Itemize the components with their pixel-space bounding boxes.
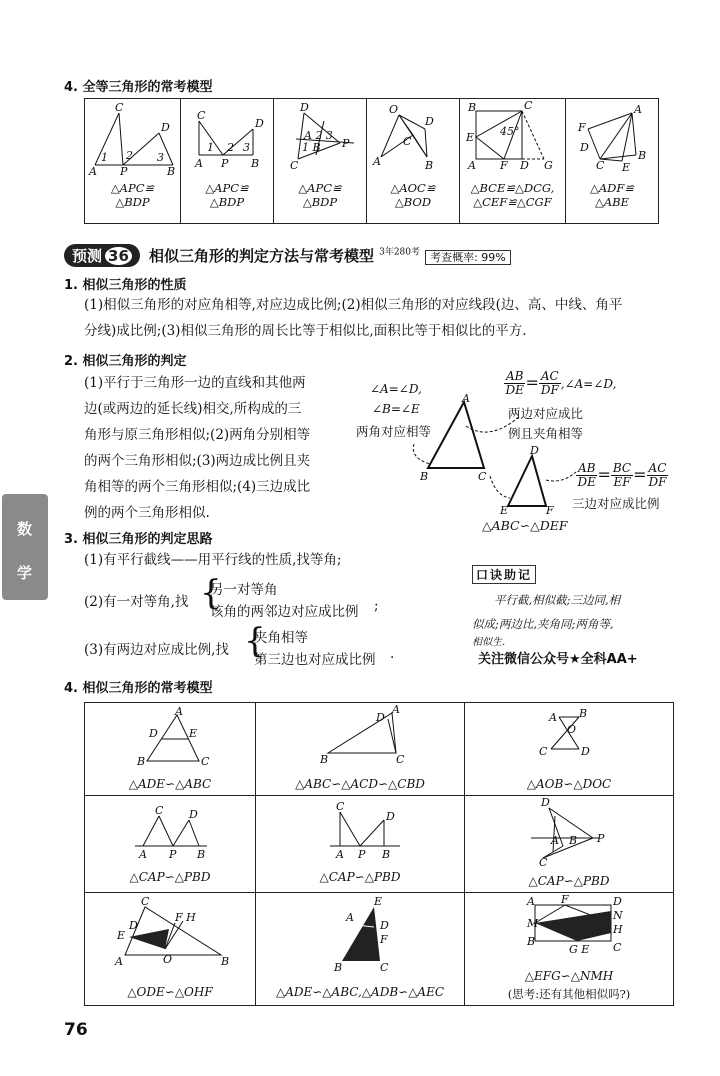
- svg-text:D: D: [580, 141, 589, 154]
- svg-text:A: A: [195, 157, 203, 170]
- svg-text:F: F: [561, 893, 569, 906]
- brace-icon: {: [200, 573, 222, 613]
- svg-text:D: D: [386, 810, 395, 823]
- svg-text:A: A: [634, 103, 642, 116]
- approach-line-2-b: 该角的两邻边对应成比例: [210, 604, 359, 620]
- congruent-cell-2: [181, 99, 274, 224]
- svg-text:P: P: [169, 848, 177, 861]
- svg-text:B: B: [638, 149, 647, 162]
- properties-line-1: (1)相似三角形的对应角相等,对应边成比例;(2)相似三角形的对应线段(边、高、中线、角平: [84, 297, 623, 313]
- congruent-caption-3b: △BDP: [302, 195, 338, 209]
- svg-text:D: D: [530, 444, 539, 457]
- svg-text:45°: 45°: [500, 125, 520, 138]
- congruent-caption-2b: △BDP: [209, 195, 245, 209]
- section-title-properties: 1. 相似三角形的性质: [64, 278, 187, 293]
- svg-text:B: B: [251, 157, 260, 170]
- svg-text:A: A: [336, 848, 344, 861]
- svg-text:C: C: [613, 941, 622, 954]
- svg-text:A: A: [392, 703, 400, 716]
- svg-text:F H: F H: [175, 911, 196, 924]
- similar-cell-8: [256, 893, 465, 1006]
- congruent-models-table: [84, 98, 659, 224]
- svg-text:D: D: [613, 895, 622, 908]
- svg-text:B: B: [334, 961, 343, 974]
- similar-cell-4: [85, 796, 256, 893]
- side-tab-char-2: 学: [17, 564, 33, 582]
- approach-line-2-prefix: (2)有一对等角,找: [84, 594, 189, 610]
- svg-text:A 2 3: A 2 3: [304, 129, 333, 142]
- svg-text:A: A: [468, 159, 476, 172]
- svg-text:C: C: [141, 895, 150, 908]
- similar-cell-6: [465, 796, 674, 893]
- similar-figure-9: [465, 893, 673, 963]
- svg-text:1: 1: [101, 151, 108, 164]
- mnemonic-text: [472, 588, 672, 650]
- similar-caption-3: △AOB∽△DOC: [526, 777, 612, 791]
- svg-text:N: N: [613, 909, 623, 922]
- subject-side-tab: [2, 494, 48, 600]
- criteria-line-6: 例的两个三角形相似.: [84, 505, 210, 521]
- section-title-similar-models: 4. 相似三角形的常考模型: [64, 681, 213, 696]
- svg-text:1: 1: [207, 141, 214, 154]
- svg-text:3: 3: [157, 151, 164, 164]
- properties-text: [84, 292, 694, 344]
- similar-models-table: [84, 702, 674, 1006]
- svg-text:2: 2: [227, 141, 234, 154]
- similar-cell-3: [465, 703, 674, 796]
- svg-text:E: E: [189, 727, 198, 740]
- probability-box: 考查概率: 99%: [425, 250, 511, 265]
- approach-line-2-a: 另一对等角: [210, 582, 278, 598]
- svg-text:A: A: [89, 165, 97, 177]
- svg-text:B: B: [527, 935, 536, 948]
- brace-icon: {: [244, 621, 266, 661]
- svg-text:F: F: [578, 121, 586, 134]
- properties-line-2: 分线)成比例;(3)相似三角形的周长比等于相似比,面积比等于相似比的平方.: [84, 323, 527, 339]
- svg-text:B: B: [221, 955, 230, 968]
- similar-caption-5: △CAP∽△PBD: [319, 870, 401, 884]
- fraction-ab-de-2: $\frac{AB}{DE}$: [577, 461, 596, 489]
- svg-text:D: D: [520, 159, 529, 172]
- approach-line-3-prefix: (3)有两边对应成比例,找: [84, 642, 229, 658]
- fraction-ac-df-2: $\frac{AC}{DF}$: [648, 461, 667, 489]
- congruent-caption-6b: △ABE: [595, 195, 629, 209]
- svg-text:B: B: [420, 470, 429, 483]
- side-tab-char-1: 数: [17, 520, 33, 538]
- section-title-criteria: 2. 相似三角形的判定: [64, 354, 187, 369]
- prediction-number: 36: [105, 247, 132, 265]
- congruent-figure-6: [566, 99, 658, 177]
- similar-cell-1: [85, 703, 256, 796]
- svg-text:A: A: [115, 955, 123, 968]
- svg-text:E: E: [374, 895, 383, 908]
- svg-text:C: C: [115, 101, 124, 114]
- congruent-figure-1: [85, 99, 180, 177]
- svg-text:B: B: [579, 707, 588, 720]
- svg-text:B: B: [425, 159, 434, 172]
- similar-figure-2: [256, 703, 464, 769]
- similar-figure-7: [85, 893, 255, 977]
- similar-figure-1: [85, 703, 255, 769]
- svg-text:E: E: [117, 929, 126, 942]
- congruent-figure-5: [460, 99, 565, 177]
- page-number: 76: [64, 1020, 88, 1040]
- svg-text:O: O: [389, 103, 399, 116]
- svg-text:M: M: [527, 917, 539, 930]
- similar-figure-4: [85, 796, 255, 862]
- svg-text:C: C: [539, 856, 548, 866]
- svg-text:A: A: [551, 834, 559, 847]
- congruent-caption-2a: △APC≌: [205, 181, 249, 195]
- congruent-cell-4: [367, 99, 460, 224]
- congruent-cell-3: [274, 99, 367, 224]
- similar-caption-10: (思考:还有其他相似吗?): [507, 987, 631, 1001]
- svg-text:D: D: [300, 101, 309, 114]
- svg-text:P: P: [597, 832, 605, 845]
- svg-text:P: P: [221, 157, 229, 170]
- sas-label-2: 例且夹角相等: [508, 426, 584, 441]
- fraction-ac-df: $\frac{AC}{DF}$: [540, 369, 559, 397]
- criteria-line-4: 的两个三角形相似;(3)两边成比例且夹: [84, 453, 311, 469]
- approach-line-3-a: 夹角相等: [254, 630, 308, 646]
- svg-text:O: O: [163, 953, 173, 966]
- similar-figure-8: [256, 893, 464, 977]
- criteria-line-3: 角形与原三角形相似;(2)两角分别相等: [84, 427, 311, 443]
- svg-text:2: 2: [126, 149, 133, 162]
- angle-condition-2: ∠B=∠E: [372, 402, 420, 416]
- similar-caption-7: △ODE∽△OHF: [127, 985, 213, 999]
- similar-caption-9: △EFG∽△NMH: [524, 969, 614, 983]
- svg-text:3: 3: [243, 141, 250, 154]
- congruent-cell-1: [85, 99, 181, 224]
- congruent-caption-4a: △AOC≌: [390, 181, 436, 195]
- svg-text:C: C: [396, 753, 405, 766]
- congruent-caption-1b: △BDP: [115, 195, 150, 209]
- similar-caption-2: △ABC∽△ACD∽△CBD: [295, 777, 425, 791]
- svg-text:P: P: [120, 165, 128, 177]
- svg-text:F: F: [380, 933, 388, 946]
- svg-text:E: E: [622, 161, 631, 174]
- two-angles-label: 两角对应相等: [356, 424, 432, 439]
- svg-text:A: A: [175, 705, 183, 718]
- congruent-caption-6a: △ADF≌: [590, 181, 634, 195]
- congruent-figure-4: [367, 99, 459, 177]
- similar-cell-7: [85, 893, 256, 1006]
- congruent-figure-2: [181, 99, 273, 177]
- similar-caption-8: △ADE∽△ABC,△ADB∽△AEC: [275, 985, 445, 999]
- criteria-text: [84, 370, 354, 526]
- fraction-bc-ef: $\frac{BC}{EF}$: [612, 461, 632, 489]
- sss-ratio: $\frac{AB}{DE}=$ $\frac{BC}{EF}=$ $\frac{AC}{DF}$: [577, 461, 667, 489]
- svg-text:A: A: [346, 911, 354, 924]
- prediction-badge: 预测 36: [64, 244, 140, 267]
- similar-figure-3: [465, 703, 673, 769]
- fraction-ab-de: $\frac{AB}{DE}$: [505, 369, 524, 397]
- similar-cell-9: [465, 893, 674, 1006]
- congruent-cell-5: [460, 99, 566, 224]
- exam-count: 3年280考: [379, 247, 420, 258]
- similar-caption-4: △CAP∽△PBD: [129, 870, 211, 884]
- svg-text:O: O: [567, 723, 577, 736]
- svg-text:B: B: [382, 848, 391, 861]
- svg-text:B: B: [197, 848, 206, 861]
- approach-line-3-b: 第三边也对应成比例: [254, 652, 376, 668]
- svg-text:D: D: [376, 711, 385, 724]
- svg-text:C: C: [197, 109, 206, 122]
- svg-text:H: H: [613, 923, 623, 936]
- svg-text:C: C: [380, 961, 389, 974]
- svg-text:1 B: 1 B: [302, 141, 321, 154]
- section-title-approach: 3. 相似三角形的判定思路: [64, 532, 213, 547]
- angle-condition-1: ∠A=∠D,: [370, 382, 422, 396]
- mnemonic-title: 口诀助记: [472, 565, 536, 584]
- watermark-text: 关注微信公众号★全科AA+: [478, 652, 638, 667]
- svg-text:D: D: [161, 121, 170, 134]
- svg-text:D: D: [129, 919, 138, 932]
- svg-text:C: C: [336, 800, 345, 813]
- approach-line-1: (1)有平行截线——用平行线的性质,找等角;: [84, 552, 342, 568]
- svg-text:B: B: [468, 101, 477, 114]
- svg-text:A: A: [549, 711, 557, 724]
- sss-label: 三边对应成比例: [572, 496, 660, 511]
- similarity-result: △ABC∽△DEF: [482, 518, 568, 533]
- svg-text:C: C: [596, 159, 605, 172]
- svg-text:B: B: [569, 834, 578, 847]
- similar-figure-5: [256, 796, 464, 862]
- svg-text:D: D: [255, 117, 264, 130]
- svg-text:C: C: [290, 159, 299, 172]
- mnemonic-line-1: 平行截,相似截;三边同,相: [494, 593, 621, 607]
- svg-text:P: P: [358, 848, 366, 861]
- congruent-caption-5a: △BCE≌△DCG,: [470, 181, 555, 195]
- criteria-line-2: 边(或两边的延长线)相交,所构成的三: [84, 401, 302, 417]
- similar-caption-6: △CAP∽△PBD: [528, 874, 610, 888]
- similar-caption-1: △ADE∽△ABC: [128, 777, 212, 791]
- svg-text:A: A: [462, 392, 470, 405]
- criteria-line-5: 角相等的两个三角形相似;(4)三边成比: [84, 479, 311, 495]
- svg-text:G: G: [544, 159, 553, 172]
- congruent-caption-4b: △BOD: [394, 195, 432, 209]
- svg-text:C: C: [201, 755, 210, 768]
- svg-text:B: B: [167, 165, 176, 177]
- svg-text:B: B: [320, 753, 329, 766]
- sas-angle: ,∠A=∠D,: [560, 377, 617, 391]
- svg-text:C: C: [539, 745, 548, 758]
- congruent-caption-1a: △APC≌: [110, 181, 155, 195]
- svg-text:F: F: [546, 504, 554, 517]
- prediction-header: [64, 244, 511, 267]
- sas-label-1: 两边对应成比: [508, 406, 584, 421]
- svg-text:D: D: [425, 115, 434, 128]
- sas-ratio: $\frac{AB}{DE}=$ $\frac{AC}{DF},\angle A=\angle D$,: [505, 369, 617, 397]
- similar-cell-5: [256, 796, 465, 893]
- svg-text:B: B: [137, 755, 146, 768]
- svg-text:C: C: [403, 135, 412, 148]
- criteria-line-1: (1)平行于三角形一边的直线和其他两: [84, 375, 306, 391]
- congruent-caption-5b: △CEF≌△CGF: [473, 195, 552, 209]
- svg-text:D: D: [380, 919, 389, 932]
- mnemonic-line-3: 相似生.: [472, 637, 506, 648]
- svg-text:C: C: [478, 470, 487, 483]
- section-title-congruent-models: 4. 全等三角形的常考模型: [64, 80, 213, 95]
- svg-text:C: C: [155, 804, 164, 817]
- svg-text:D: D: [149, 727, 158, 740]
- svg-text:A: A: [373, 155, 381, 168]
- congruent-cell-6: [566, 99, 659, 224]
- svg-text:A: A: [139, 848, 147, 861]
- svg-text:E: E: [500, 504, 509, 517]
- svg-text:G E: G E: [569, 943, 590, 956]
- svg-text:F: F: [500, 159, 508, 172]
- similar-figure-6: [465, 796, 673, 866]
- svg-text:D: D: [541, 796, 550, 809]
- congruent-figure-3: [274, 99, 366, 177]
- svg-text:D: D: [581, 745, 590, 758]
- svg-text:A: A: [527, 895, 535, 908]
- svg-text:C: C: [524, 99, 533, 112]
- prediction-title: 相似三角形的判定方法与常考模型: [148, 247, 374, 265]
- congruent-caption-3a: △APC≌: [298, 181, 342, 195]
- svg-text:P: P: [342, 137, 350, 150]
- svg-text:E: E: [466, 131, 475, 144]
- mnemonic-line-2: 似成;两边比,夹角同;两角等,: [472, 617, 614, 631]
- svg-text:D: D: [189, 808, 198, 821]
- similar-cell-2: [256, 703, 465, 796]
